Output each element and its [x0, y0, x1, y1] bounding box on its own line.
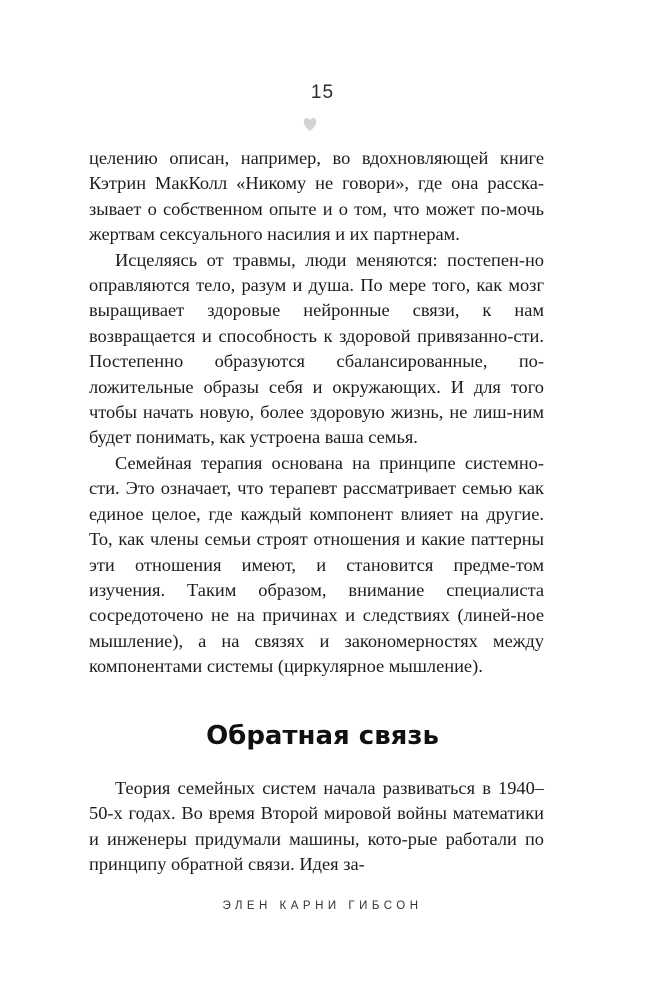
section-body-text [89, 776, 544, 878]
paragraph-2: Исцеляясь от травмы, люди меняются: постепен-но оправляются тело, разум и душа. По мере того, как мозг выращивает здоровые нейронные связи, к нам возвращается и способность к здоровой привязанно-сти. Постепенно образуются сбалансированные, по-ложительные образы себя и окружающих. И для того чтобы начать новую, более здоровую жизнь, не лиш-ним будет понимать, как устроена ваша семья. [89, 249, 544, 448]
page-number: 15 [310, 82, 335, 103]
body-text [89, 146, 544, 680]
section-heading: Обратная связь [206, 721, 439, 751]
section-paragraph-1: Теория семейных систем начала развиваться в 1940–50-х годах. Во время Второй мировой войны математики и инженеры придумали машины, кото-рые работали по принципу обратной связи. Идея за- [89, 778, 544, 875]
paragraph-1: целению описан, например, во вдохновляющей книге Кэтрин МакКолл «Никому не говори», где она расска-зывает о собственном опыте и о том, что может по-мочь жертвам сексуального насилия и их партнерам. [89, 148, 544, 245]
footer-author: ЭЛЕН КАРНИ ГИБСОН [222, 900, 423, 912]
heart-icon [302, 116, 318, 132]
paragraph-3: Семейная терапия основана на принципе системно-сти. Это означает, что терапевт рассматривает семью как единое целое, где каждый компонент влияет на другие. То, как члены семьи строят отношения и какие паттерны эти отношения имеют, и становится предме-том изучения. Таким образом, внимание специалиста сосредоточено не на причинах и следствиях (линей-ное мышление), а на связях и закономерностях между компонентами системы (циркулярное мышление). [89, 452, 544, 677]
